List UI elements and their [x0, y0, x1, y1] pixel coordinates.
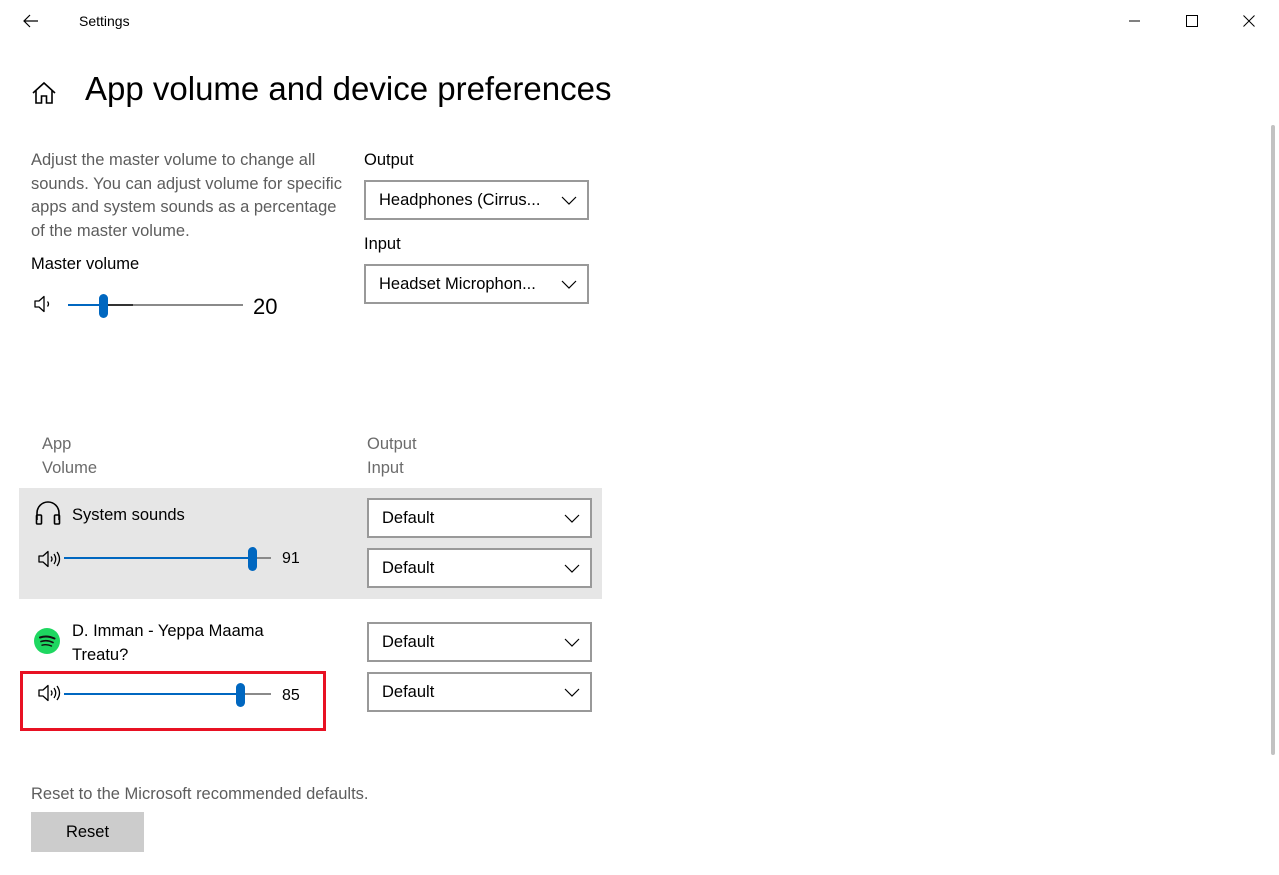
spotify-output-value: Default: [382, 633, 435, 651]
spotify-icon: [33, 627, 61, 655]
master-speaker-icon[interactable]: [33, 294, 57, 314]
column-volume-label: Volume: [42, 459, 98, 477]
slider-thumb[interactable]: [248, 547, 257, 571]
input-device-select[interactable]: [364, 264, 589, 304]
chevron-down-icon: [561, 277, 577, 291]
title-bar: [0, 0, 1279, 42]
system-sounds-volume-value: 91: [282, 550, 300, 567]
page-title: App volume and device preferences: [85, 70, 612, 107]
output-device-select[interactable]: [364, 180, 589, 220]
column-app-label: App: [42, 435, 72, 453]
column-input-label: Input: [367, 459, 404, 477]
slider-fill: [64, 557, 252, 559]
system-sounds-input-select[interactable]: [367, 548, 592, 588]
system-sounds-speaker-icon[interactable]: [37, 549, 61, 569]
window-title: Settings: [79, 13, 130, 29]
minimize-icon: [1129, 15, 1141, 27]
output-label: Output: [364, 151, 414, 169]
close-button[interactable]: [1226, 4, 1272, 38]
highlight-box: [20, 671, 326, 731]
master-description: Adjust the master volume to change all sounds. You can adjust volume for specific apps and system sounds as a percentage of the master volume.: [31, 151, 342, 240]
master-volume-value: 20: [253, 294, 278, 319]
chevron-down-icon: [564, 561, 580, 575]
close-icon: [1243, 15, 1255, 27]
spotify-volume-value: 85: [282, 687, 300, 704]
input-device-value: Headset Microphon...: [379, 275, 536, 293]
app-name-system-sounds: System sounds: [72, 506, 185, 524]
chevron-down-icon: [564, 635, 580, 649]
slider-fill: [68, 304, 103, 306]
master-volume-label: Master volume: [31, 255, 140, 273]
minimize-button[interactable]: [1112, 4, 1158, 38]
chevron-down-icon: [564, 685, 580, 699]
master-volume-slider[interactable]: [68, 294, 243, 318]
arrow-left-icon: [23, 14, 39, 28]
app-name-spotify-line1: D. Imman - Yeppa Maama: [72, 622, 264, 640]
spotify-output-select[interactable]: [367, 622, 592, 662]
scrollbar[interactable]: [1271, 125, 1275, 755]
maximize-button[interactable]: [1169, 4, 1215, 38]
spotify-input-select[interactable]: [367, 672, 592, 712]
spotify-input-value: Default: [382, 683, 435, 701]
headphones-icon: [34, 500, 62, 526]
system-sounds-output-value: Default: [382, 509, 435, 527]
home-icon[interactable]: [30, 80, 58, 106]
system-sounds-input-value: Default: [382, 559, 435, 577]
input-label: Input: [364, 235, 401, 253]
column-output-label: Output: [367, 435, 417, 453]
app-name-spotify-line2: Treatu?: [72, 646, 129, 664]
maximize-icon: [1186, 15, 1198, 27]
output-device-value: Headphones (Cirrus...: [379, 191, 541, 209]
reset-description: Reset to the Microsoft recommended defaults.: [31, 785, 369, 803]
system-sounds-volume-slider[interactable]: [64, 547, 271, 571]
system-sounds-output-select[interactable]: [367, 498, 592, 538]
back-button[interactable]: [14, 6, 48, 36]
slider-thumb[interactable]: [99, 294, 108, 318]
chevron-down-icon: [561, 193, 577, 207]
reset-button[interactable]: Reset: [31, 812, 144, 852]
chevron-down-icon: [564, 511, 580, 525]
